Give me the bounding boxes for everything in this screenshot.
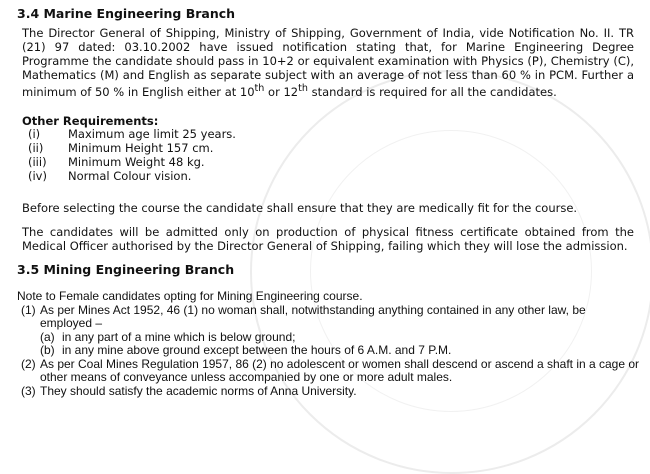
list-item	[28, 127, 236, 141]
list-item	[17, 358, 640, 385]
sub-list-item	[40, 344, 640, 358]
other-requirements-heading: Other Requirements:	[22, 114, 159, 128]
marine-eligibility-end: standard is required for all the candidates.	[307, 84, 557, 99]
sub-list-item-letter: (a)	[40, 329, 55, 344]
list-item	[28, 155, 236, 169]
mining-engineering-heading: 3.5 Mining Engineering Branch	[17, 262, 235, 277]
list-item-number: (1)	[21, 302, 36, 317]
sub-list-item-letter: (b)	[40, 343, 55, 357]
marine-eligibility-text: The Director General of Shipping, Ministry of Shipping, Government of India, vide Notification No. II. TR (21) 97 dated: 03.10.2002 have issued notification stating that, for Marine Engineering Degree Programme the candidate should pass in 10+2 or equivalent examination with Physics (P), Chemistry (C), Mathematics (M) and English as separate subject with an average of not less than 60 % in PCM. Further a minimum of 50 % in English either at 10	[22, 26, 634, 99]
sub-list-item-text: in any mine above ground except between the hours of 6 A.M. and 7 P.M.	[62, 343, 452, 357]
list-item-text: Maximum age limit 25 years.	[68, 127, 236, 141]
superscript-th-1: th	[254, 83, 265, 94]
list-item	[28, 169, 236, 183]
list-item	[28, 141, 236, 155]
list-item	[17, 385, 640, 399]
list-item-number: (3)	[21, 383, 36, 398]
mining-note	[17, 290, 640, 398]
mining-note-intro: Note to Female candidates opting for Mining Engineering course.	[17, 289, 363, 303]
list-item-number: (2)	[21, 356, 36, 371]
sub-list-item-text: in any part of a mine which is below ground;	[62, 329, 296, 344]
mining-sub-list	[40, 331, 640, 358]
list-item-number: (ii)	[28, 141, 44, 155]
list-item-text: Minimum Weight 48 kg.	[68, 155, 205, 169]
medical-fit-note: Before selecting the course the candidate shall ensure that they are medically fit for the course.	[22, 201, 578, 215]
list-item-text: Normal Colour vision.	[68, 169, 192, 183]
list-item-text: They should satisfy the academic norms of Anna University.	[40, 383, 357, 398]
superscript-th-2: th	[298, 83, 308, 94]
list-item-number: (iii)	[28, 155, 47, 169]
requirements-list	[28, 127, 236, 183]
list-item-number: (iv)	[28, 169, 47, 183]
list-item-text: As per Mines Act 1952, 46 (1) no woman shall, notwithstanding anything contained in any other law, be employed –	[40, 302, 586, 330]
list-item-text: As per Coal Mines Regulation 1957, 86 (2) no adolescent or women shall descend or ascend a shaft in a cage or other means of conveyance unless accompanied by one or more adult males.	[40, 356, 640, 384]
list-item-number: (i)	[28, 127, 41, 141]
list-item	[17, 304, 640, 358]
marine-engineering-heading: 3.4 Marine Engineering Branch	[17, 6, 236, 21]
marine-or-text: or 12	[264, 84, 299, 99]
mining-note-list	[17, 304, 640, 399]
list-item-text: Minimum Height 157 cm.	[68, 141, 214, 155]
sub-list-item	[40, 331, 640, 345]
marine-eligibility-paragraph	[22, 26, 634, 99]
certificate-note: The candidates will be admitted only on production of physical fitness certificate obtained from the Medical Officer authorised by the Director General of Shipping, failing which they will lose the admission.	[22, 225, 634, 253]
